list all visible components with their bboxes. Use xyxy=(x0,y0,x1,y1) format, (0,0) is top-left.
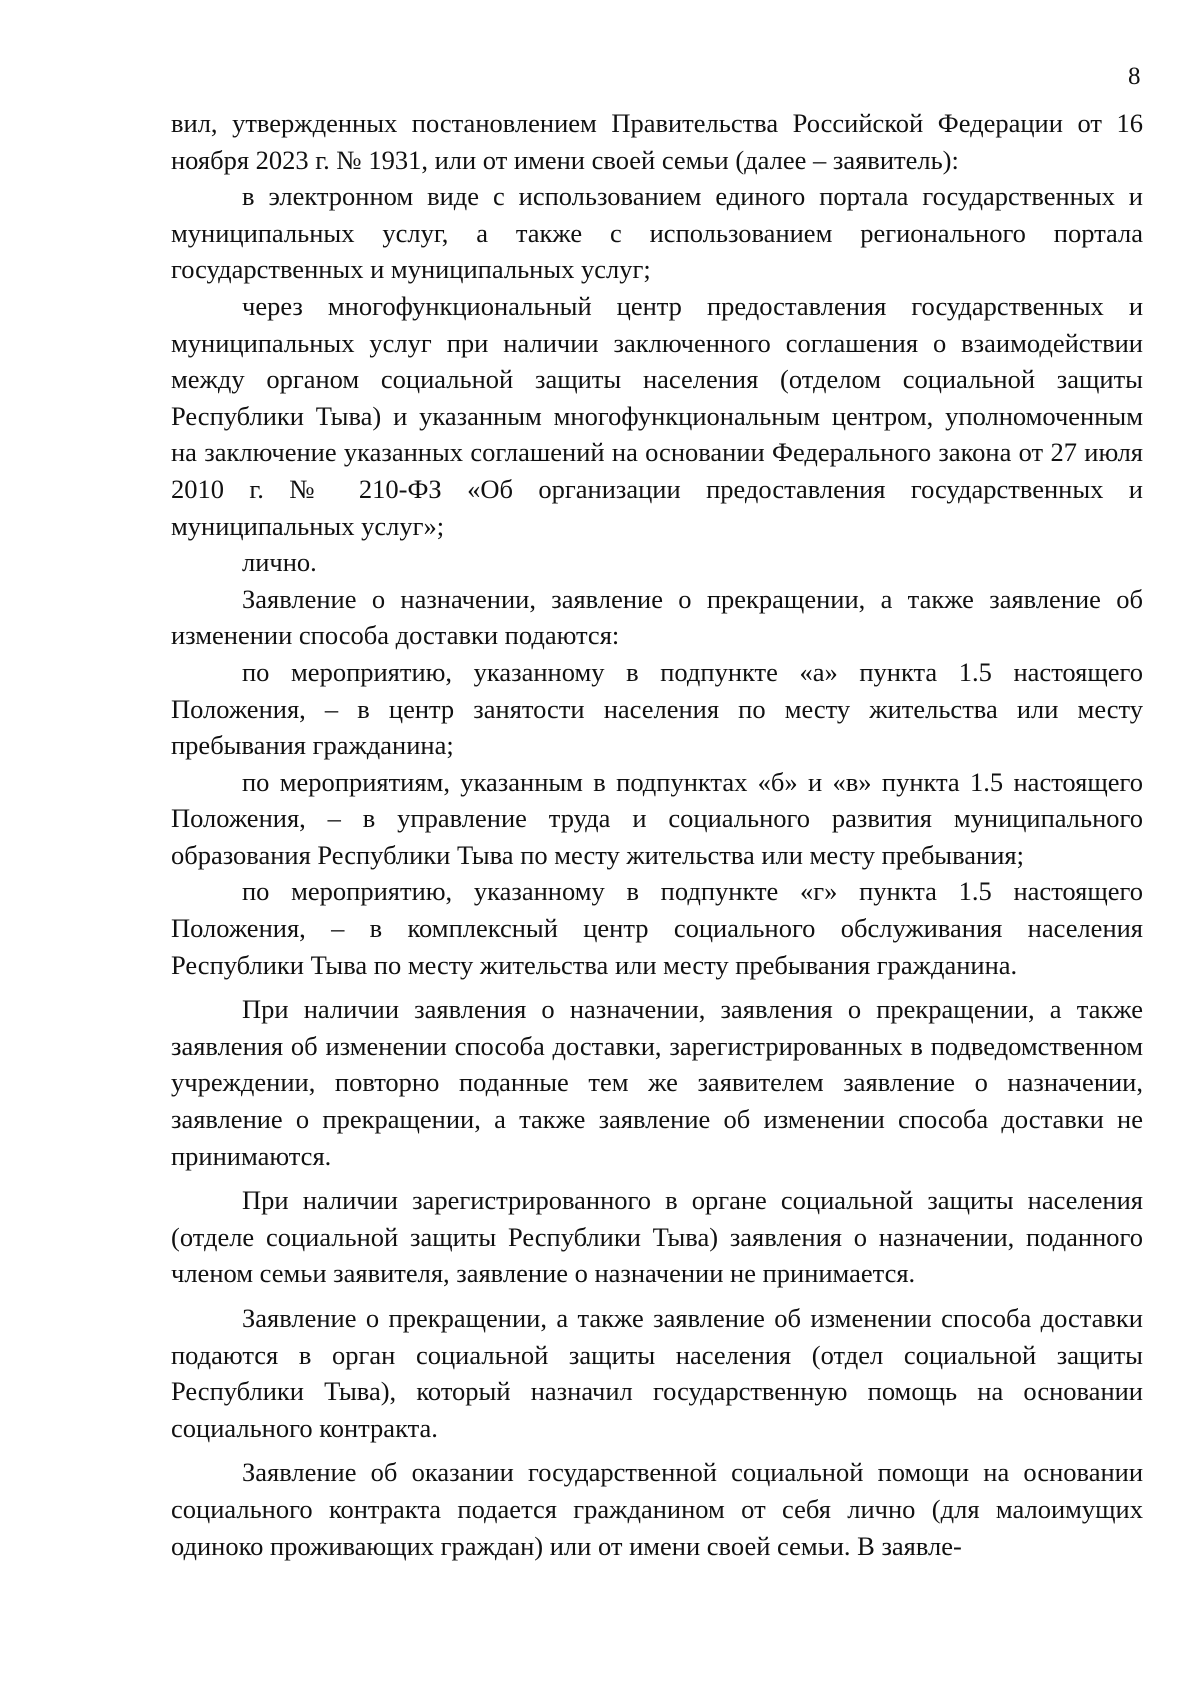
paragraph: по мероприятию, указанному в подпункте «а» пункта 1.5 настоящего Положения, – в центр занятости населения по месту жительства или месту пребывания гражданина; xyxy=(171,656,1143,761)
paragraph: вил, утвержденных постановлением Правительства Российской Федерации от 16 ноября 2023 г. № 1931, или от имени своей семьи (далее – заявитель): xyxy=(171,108,1143,175)
paragraph: по мероприятию, указанному в подпункте «г» пункта 1.5 настоящего Положения, – в комплексный центр социального обслуживания населения Республики Тыва по месту жительства или месту пребывания гражданина. xyxy=(171,876,1143,980)
paragraph: Заявление о прекращении, а также заявление об изменении способа доставки подаются в орган социальной защиты населения (отдел социальной защиты Республики Тыва), который назначил государственную помощь на основании социального контракта. xyxy=(171,1303,1143,1443)
paragraph: через многофункциональный центр предоставления государственных и муниципальных услуг при наличии заключенного соглашения о взаимодействии между органом социальной защиты населения (отделом социальной защиты Республики Тыва) и указанным многофункциональным центром, уполномоченным на заключение указанных соглашений на основании Федерального закона от 27 июля 2010 г. № 210-ФЗ «Об организации предоставления государственных и муниципальных услуг»; xyxy=(171,290,1143,541)
paragraph: в электронном виде с использованием единого портала государственных и муниципальных услуг, а также с использованием регионального портала государственных и муниципальных услуг; xyxy=(171,181,1143,285)
paragraph: При наличии заявления о назначении, заявления о прекращении, а также заявления об изменении способа доставки, зарегистрированных в подведомственном учреждении, повторно поданные тем же заявителем заявление о назначении, заявление о прекращении, а также заявление об изменении способа доставки не принимаются. xyxy=(171,994,1143,1171)
paragraph: Заявление об оказании государственной социальной помощи на основании социального контракта подается гражданином от себя лично (для малоимущих одиноко проживающих граждан) или от имени своей семьи. В заявле- xyxy=(171,1457,1143,1561)
paragraph: Заявление о назначении, заявление о прекращении, а также заявление об изменении способа доставки подаются: xyxy=(171,583,1143,651)
paragraph: лично. xyxy=(242,547,317,578)
document-body xyxy=(171,105,1143,1564)
paragraph: При наличии зарегистрированного в органе социальной защиты населения (отделе социальной защиты Республики Тыва) заявления о назначении, поданного членом семьи заявителя, заявление о назначении не принимается. xyxy=(171,1185,1143,1289)
page-number: 8 xyxy=(1128,63,1141,90)
paragraph: по мероприятиям, указанным в подпунктах «б» и «в» пункта 1.5 настоящего Положения, – в управление труда и социального развития муниципального образования Республики Тыва по месту жительства или месту пребывания; xyxy=(171,766,1143,870)
